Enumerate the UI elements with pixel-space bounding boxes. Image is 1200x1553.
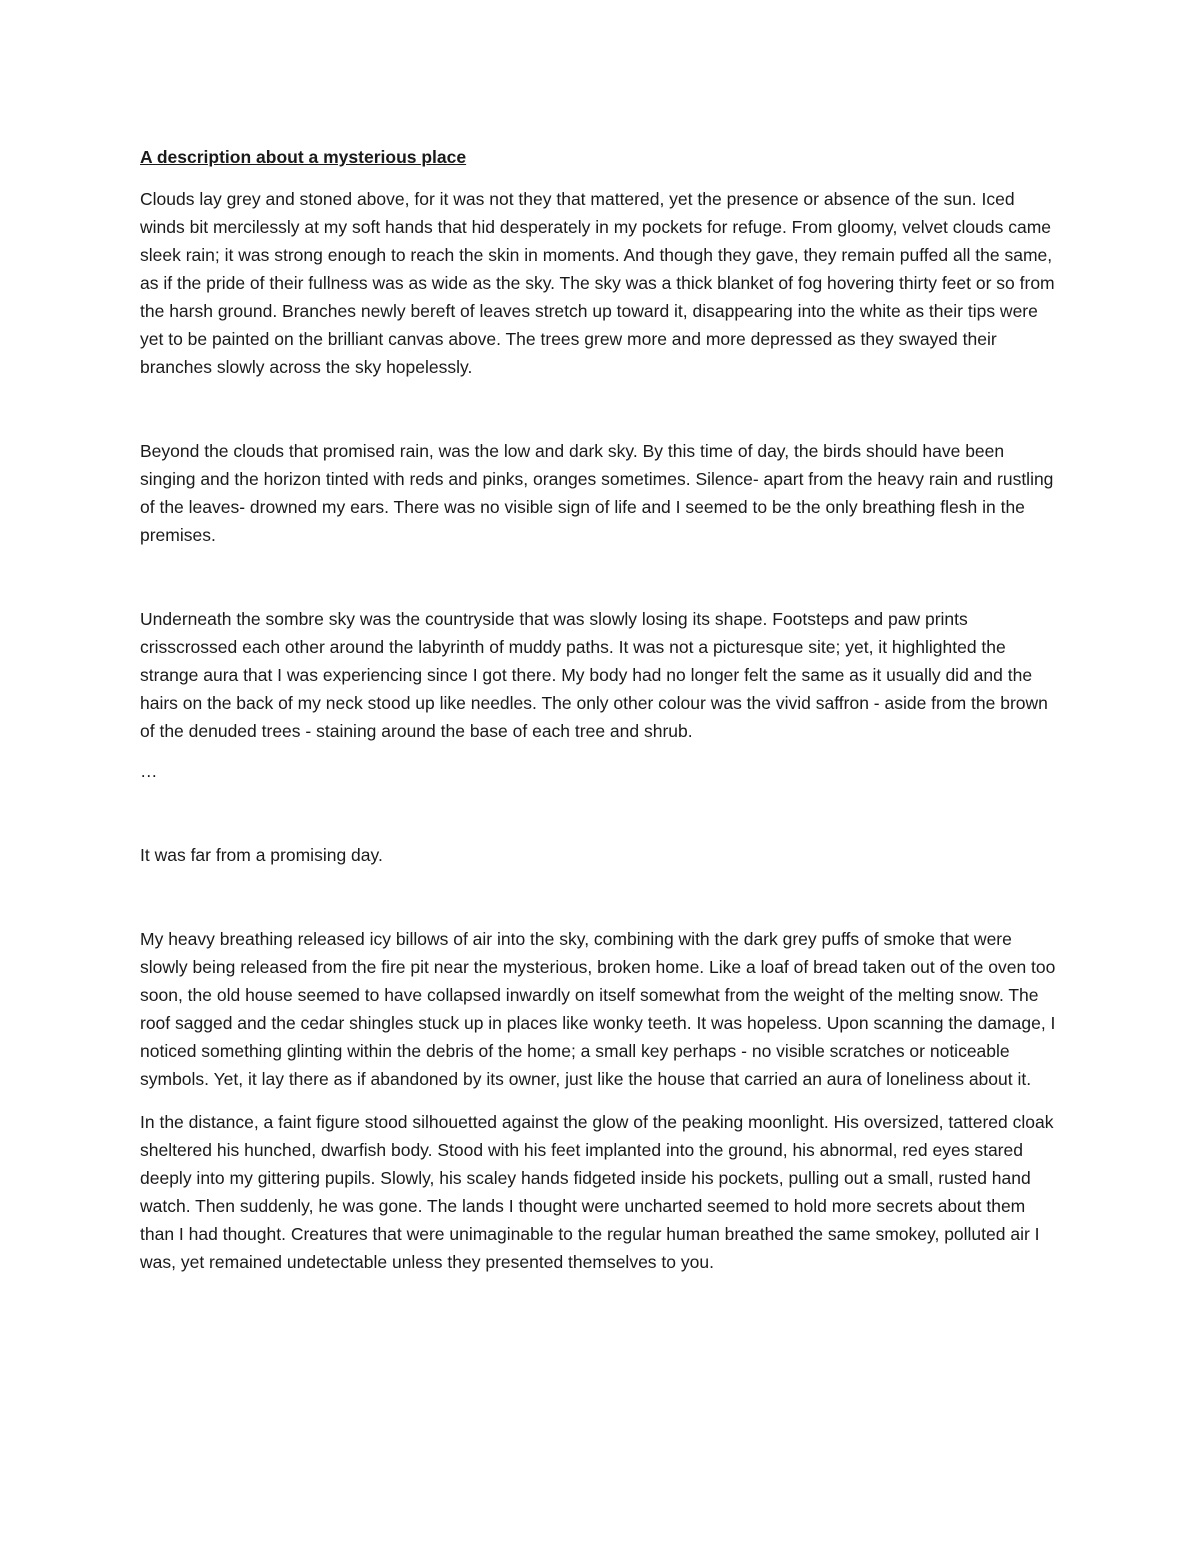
paragraph-faint-figure: In the distance, a faint figure stood silhouetted against the glow of the peaking moonlight. His oversized, tattered cloak sheltered his hunched, dwarfish body. Stood with his feet implanted into the ground, his abnormal, red eyes stared deeply into my gittering pupils. Slowly, his scaley hands fidgeted inside his pockets, pulling out a small, rusted hand watch. Then suddenly, he was gone. The lands I thought were uncharted seemed to hold more secrets about them than I had thought. Creatures that were unimaginable to the regular human breathed the same smokey, polluted air I was, yet remained undetectable unless they presented themselves to you. (140, 1112, 1054, 1272)
ellipsis-separator: … (140, 761, 158, 781)
document-page (140, 143, 1060, 1276)
paragraph-promising-day: It was far from a promising day. (140, 845, 383, 865)
paragraph-clouds: Clouds lay grey and stoned above, for it was not they that mattered, yet the presence or absence of the sun. Iced winds bit mercilessly at my soft hands that hid desperately in my pockets for refuge. From gloomy, velvet clouds came sleek rain; it was strong enough to reach the skin in moments. And though they gave, they remain puffed all the same, as if the pride of their fullness was as wide as the sky. The sky was a thick blanket of fog hovering thirty feet or so from the harsh ground. Branches newly bereft of leaves stretch up toward it, disappearing into the white as their tips were yet to be painted on the brilliant canvas above. The trees grew more and more depressed as they swayed their branches slowly across the sky hopelessly. (140, 189, 1055, 377)
paragraph-broken-home: My heavy breathing released icy billows of air into the sky, combining with the dark grey puffs of smoke that were slowly being released from the fire pit near the mysterious, broken home. Like a loaf of bread taken out of the oven too soon, the old house seemed to have collapsed inwardly on itself somewhat from the weight of the melting snow. The roof sagged and the cedar shingles stuck up in places like wonky teeth. It was hopeless. Upon scanning the damage, I noticed something glinting within the debris of the home; a small key perhaps - no visible scratches or noticeable symbols. Yet, it lay there as if abandoned by its owner, just like the house that carried an aura of loneliness about it. (140, 929, 1056, 1089)
paragraph-beyond-clouds: Beyond the clouds that promised rain, was the low and dark sky. By this time of day, the birds should have been singing and the horizon tinted with reds and pinks, oranges sometimes. Silence- apart from the heavy rain and rustling of the leaves- drowned my ears. There was no visible sign of life and I seemed to be the only breathing flesh in the premises. (140, 441, 1054, 545)
document-title: A description about a mysterious place (140, 147, 467, 167)
paragraph-countryside: Underneath the sombre sky was the countryside that was slowly losing its shape. Footsteps and paw prints crisscrossed each other around the labyrinth of muddy paths. It was not a picturesque site; yet, it highlighted the strange aura that I was experiencing since I got there. My body had no longer felt the same as it usually did and the hairs on the back of my neck stood up like needles. The only other colour was the vivid saffron - aside from the brown of the denuded trees - staining around the base of each tree and shrub. (140, 609, 1048, 741)
